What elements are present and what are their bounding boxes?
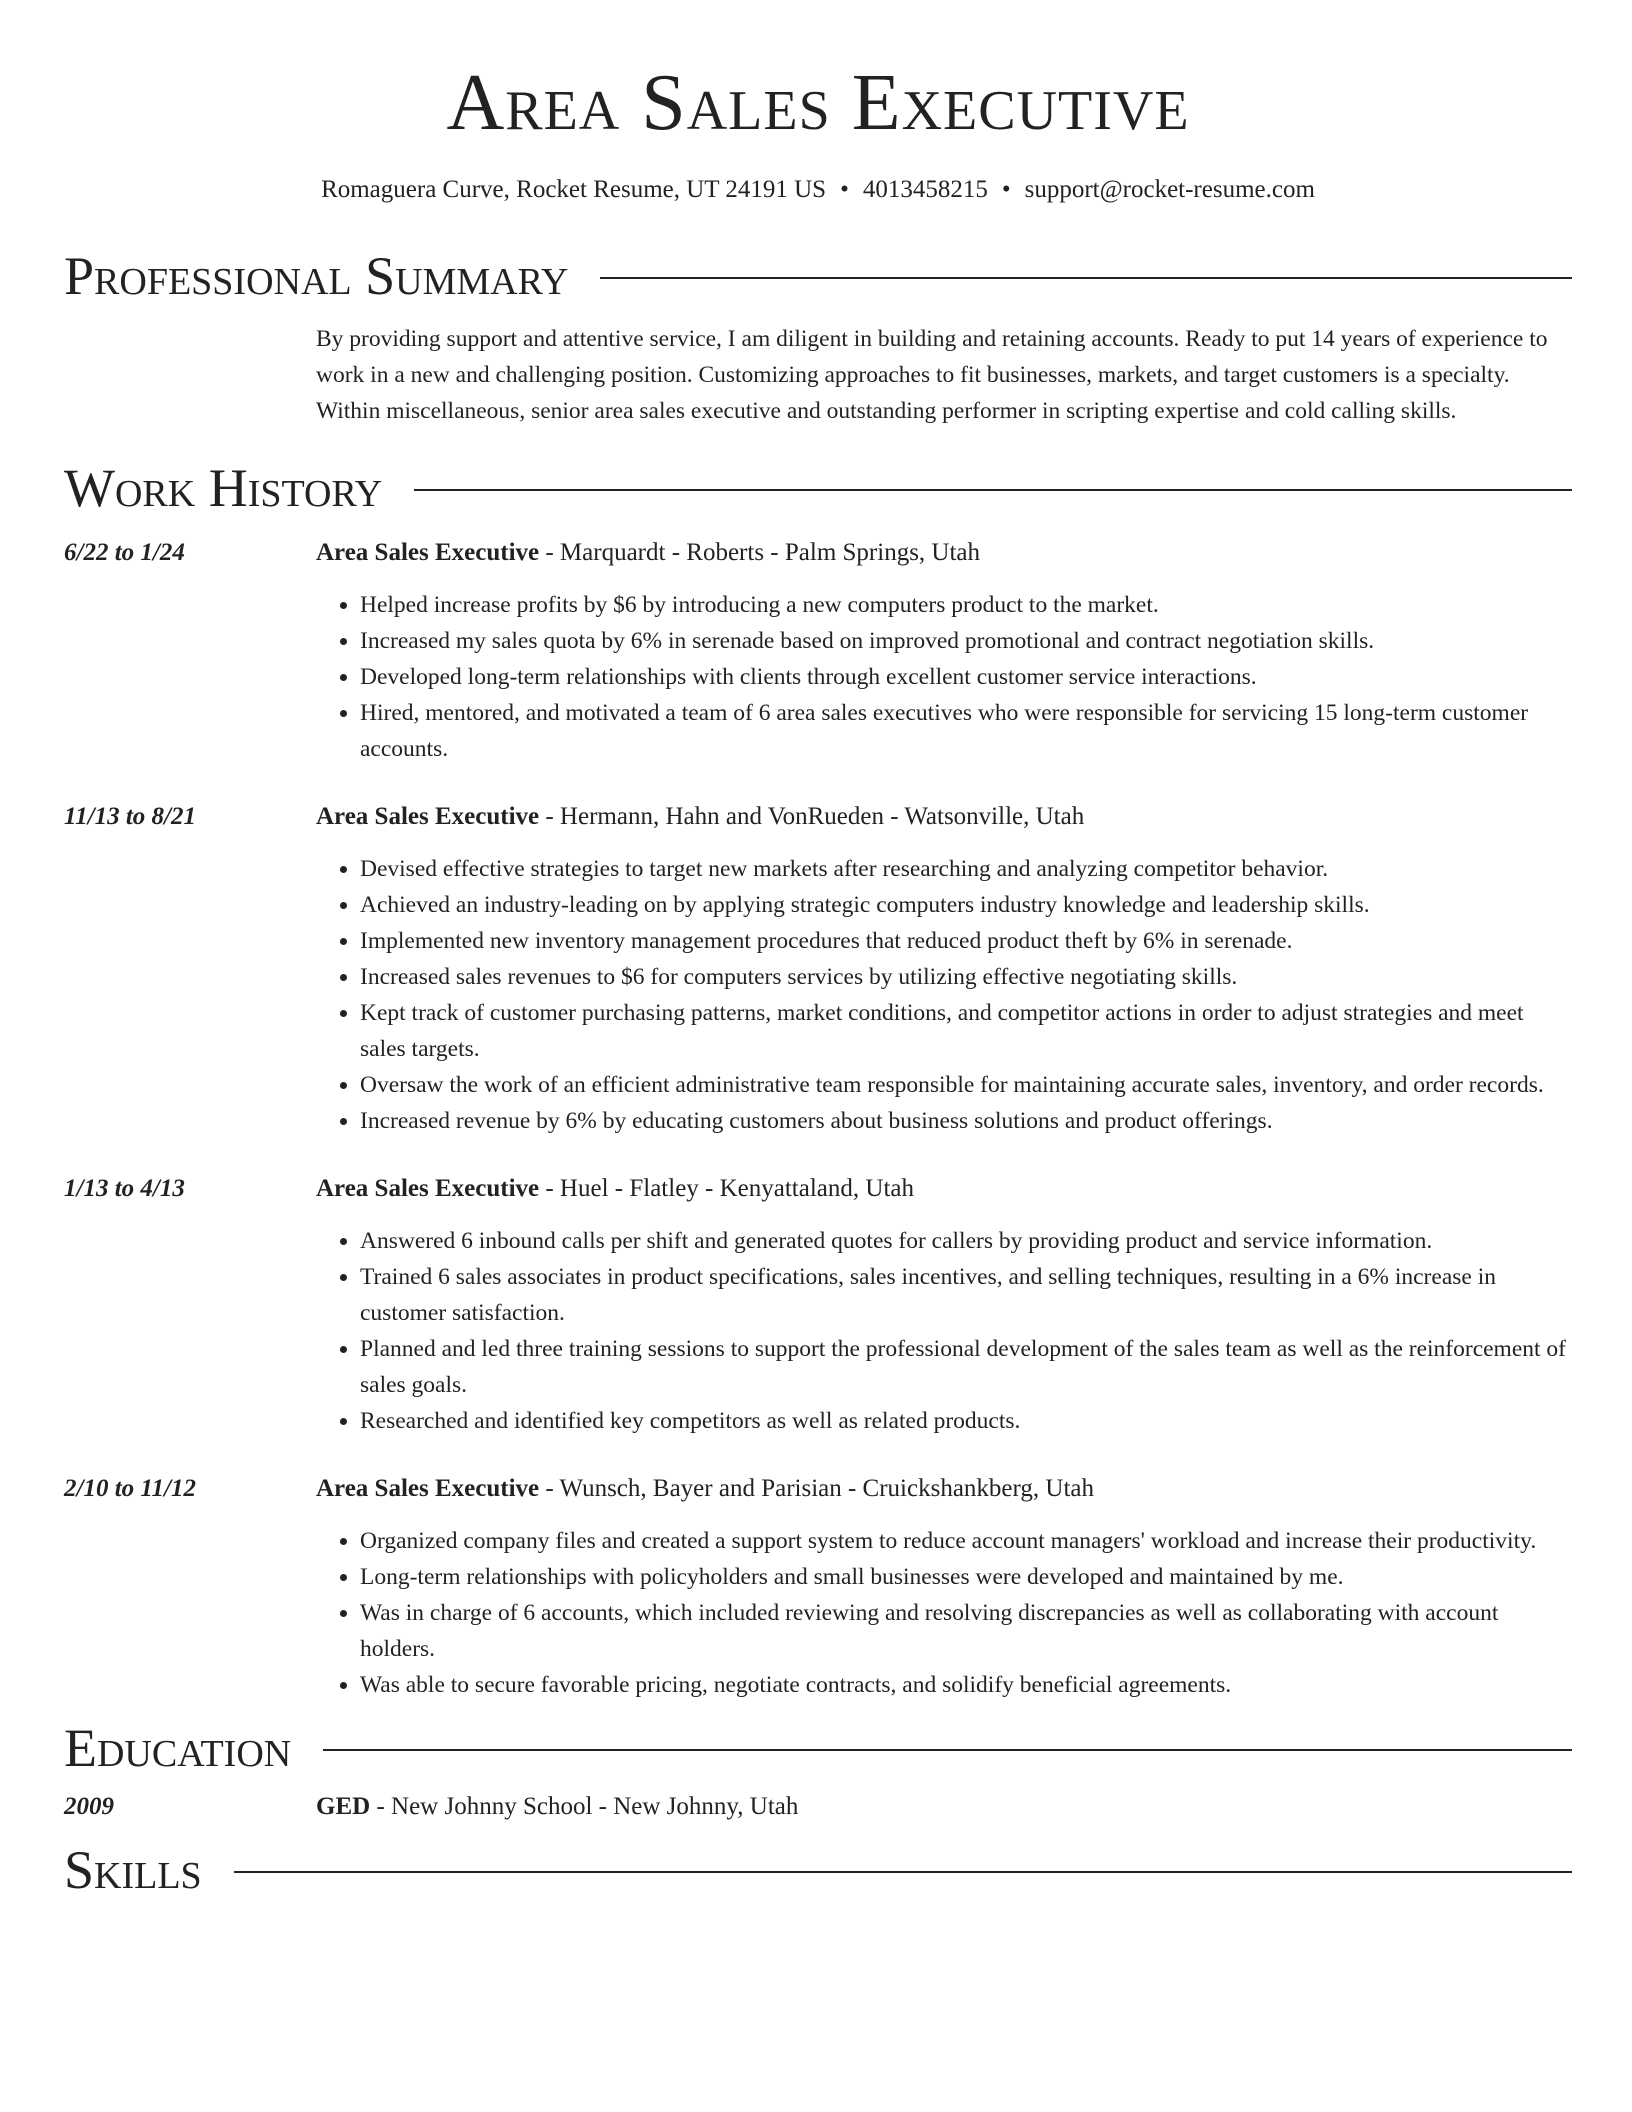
job-entry bbox=[64, 799, 1572, 1139]
job-bullet: • Helped increase profits by $6 by introducing a new computers product to the market. bbox=[360, 587, 1572, 623]
job-bullet: • Oversaw the work of an efficient administrative team responsible for maintaining accurate sales, inventory, and order records. bbox=[360, 1067, 1572, 1103]
education-degree: GED bbox=[316, 1793, 371, 1820]
job-details: - Wunsch, Bayer and Parisian - Cruickshankberg, Utah bbox=[539, 1475, 1094, 1502]
job-details: - Marquardt - Roberts - Palm Springs, Utah bbox=[539, 539, 981, 566]
job-role: Area Sales Executive bbox=[316, 1175, 540, 1202]
resume-page bbox=[64, 0, 1572, 1901]
section-divider bbox=[600, 277, 1572, 279]
job-heading bbox=[316, 535, 1572, 571]
job-dates: 11/13 to 8/21 bbox=[64, 803, 196, 830]
section-divider bbox=[323, 1749, 1572, 1751]
job-dates: 1/13 to 4/13 bbox=[64, 1175, 185, 1202]
section-title: Education bbox=[64, 1718, 292, 1778]
job-bullets bbox=[316, 1223, 1572, 1439]
job-bullet: • Kept track of customer purchasing patterns, market conditions, and competitor actions in order to adjust strategies and meet sales targets. bbox=[360, 995, 1572, 1067]
job-bullet: • Answered 6 inbound calls per shift and generated quotes for callers by providing product and service information. bbox=[360, 1223, 1572, 1259]
job-bullet: • Increased sales revenues to $6 for computers services by utilizing effective negotiating skills. bbox=[360, 959, 1572, 995]
job-bullet: • Planned and led three training sessions to support the professional development of the sales team as well as the reinforcement of sales goals. bbox=[360, 1331, 1572, 1403]
job-bullet: • Researched and identified key competitors as well as related products. bbox=[360, 1403, 1572, 1439]
job-heading bbox=[316, 1171, 1572, 1207]
contact-line bbox=[64, 175, 1572, 205]
summary-text: By providing support and attentive service, I am diligent in building and retaining accounts. Ready to put 14 years of experience to work in a new and challenging position. Customizing approaches to fit businesses, markets, and target customers is a specialty. Within miscellaneous, senior area sales executive and outstanding performer in scripting expertise and cold calling skills. bbox=[316, 326, 1548, 424]
job-role: Area Sales Executive bbox=[316, 539, 540, 566]
section-divider bbox=[414, 489, 1572, 491]
contact-separator: • bbox=[1001, 176, 1011, 203]
job-entry bbox=[64, 1471, 1572, 1703]
section-heading-skills bbox=[64, 1839, 1572, 1901]
job-bullets bbox=[316, 587, 1572, 767]
section-heading-education bbox=[64, 1717, 1572, 1779]
section-title: Skills bbox=[64, 1840, 202, 1900]
job-role: Area Sales Executive bbox=[316, 803, 540, 830]
job-bullet: • Was able to secure favorable pricing, negotiate contracts, and solidify beneficial agreements. bbox=[360, 1667, 1572, 1703]
contact-address: Romaguera Curve, Rocket Resume, UT 24191 US bbox=[321, 176, 827, 203]
contact-phone: 4013458215 bbox=[862, 176, 988, 203]
job-bullet: • Organized company files and created a support system to reduce account managers' workload and increase their productivity. bbox=[360, 1523, 1572, 1559]
education-entry bbox=[64, 1789, 1572, 1825]
section-heading-summary bbox=[64, 245, 1572, 307]
job-bullets bbox=[316, 1523, 1572, 1703]
education-details: - New Johnny School - New Johnny, Utah bbox=[370, 1793, 799, 1820]
job-details: - Hermann, Hahn and VonRueden - Watsonville, Utah bbox=[539, 803, 1085, 830]
job-bullet: • Achieved an industry-leading on by applying strategic computers industry knowledge and leadership skills. bbox=[360, 887, 1572, 923]
contact-separator: • bbox=[840, 176, 849, 203]
job-entry bbox=[64, 535, 1572, 767]
job-bullet: • Trained 6 sales associates in product specifications, sales incentives, and selling techniques, resulting in a 6% increase in customer satisfaction. bbox=[360, 1259, 1572, 1331]
job-dates: 2/10 to 11/12 bbox=[64, 1475, 196, 1502]
job-bullet: • Developed long-term relationships with clients through excellent customer service interactions. bbox=[360, 659, 1572, 695]
job-bullet: • Was in charge of 6 accounts, which included reviewing and resolving discrepancies as well as collaborating with account holders. bbox=[360, 1595, 1572, 1667]
section-heading-work bbox=[64, 457, 1572, 519]
contact-email: support@rocket-resume.com bbox=[1024, 176, 1315, 203]
education-heading bbox=[316, 1789, 1572, 1825]
section-title: Professional Summary bbox=[64, 246, 569, 306]
job-bullet: • Implemented new inventory management procedures that reduced product theft by 6% in serenade. bbox=[360, 923, 1572, 959]
job-bullets bbox=[316, 851, 1572, 1139]
education-year: 2009 bbox=[64, 1793, 114, 1820]
job-dates: 6/22 to 1/24 bbox=[64, 539, 185, 566]
section-divider bbox=[234, 1871, 1572, 1873]
resume-title: Area Sales Executive bbox=[446, 59, 1190, 147]
job-details: - Huel - Flatley - Kenyattaland, Utah bbox=[539, 1175, 914, 1202]
job-bullet: • Increased my sales quota by 6% in serenade based on improved promotional and contract negotiation skills. bbox=[360, 623, 1572, 659]
job-heading bbox=[316, 1471, 1572, 1507]
job-bullet: • Devised effective strategies to target new markets after researching and analyzing competitor behavior. bbox=[360, 851, 1572, 887]
job-role: Area Sales Executive bbox=[316, 1475, 540, 1502]
job-bullet: • Increased revenue by 6% by educating customers about business solutions and product offerings. bbox=[360, 1103, 1572, 1139]
job-bullet: • Long-term relationships with policyholders and small businesses were developed and maintained by me. bbox=[360, 1559, 1572, 1595]
job-heading bbox=[316, 799, 1572, 835]
section-title: Work History bbox=[64, 458, 383, 518]
job-bullet: • Hired, mentored, and motivated a team of 6 area sales executives who were responsible for servicing 15 long-term customer accounts. bbox=[360, 695, 1572, 767]
job-entry bbox=[64, 1171, 1572, 1439]
